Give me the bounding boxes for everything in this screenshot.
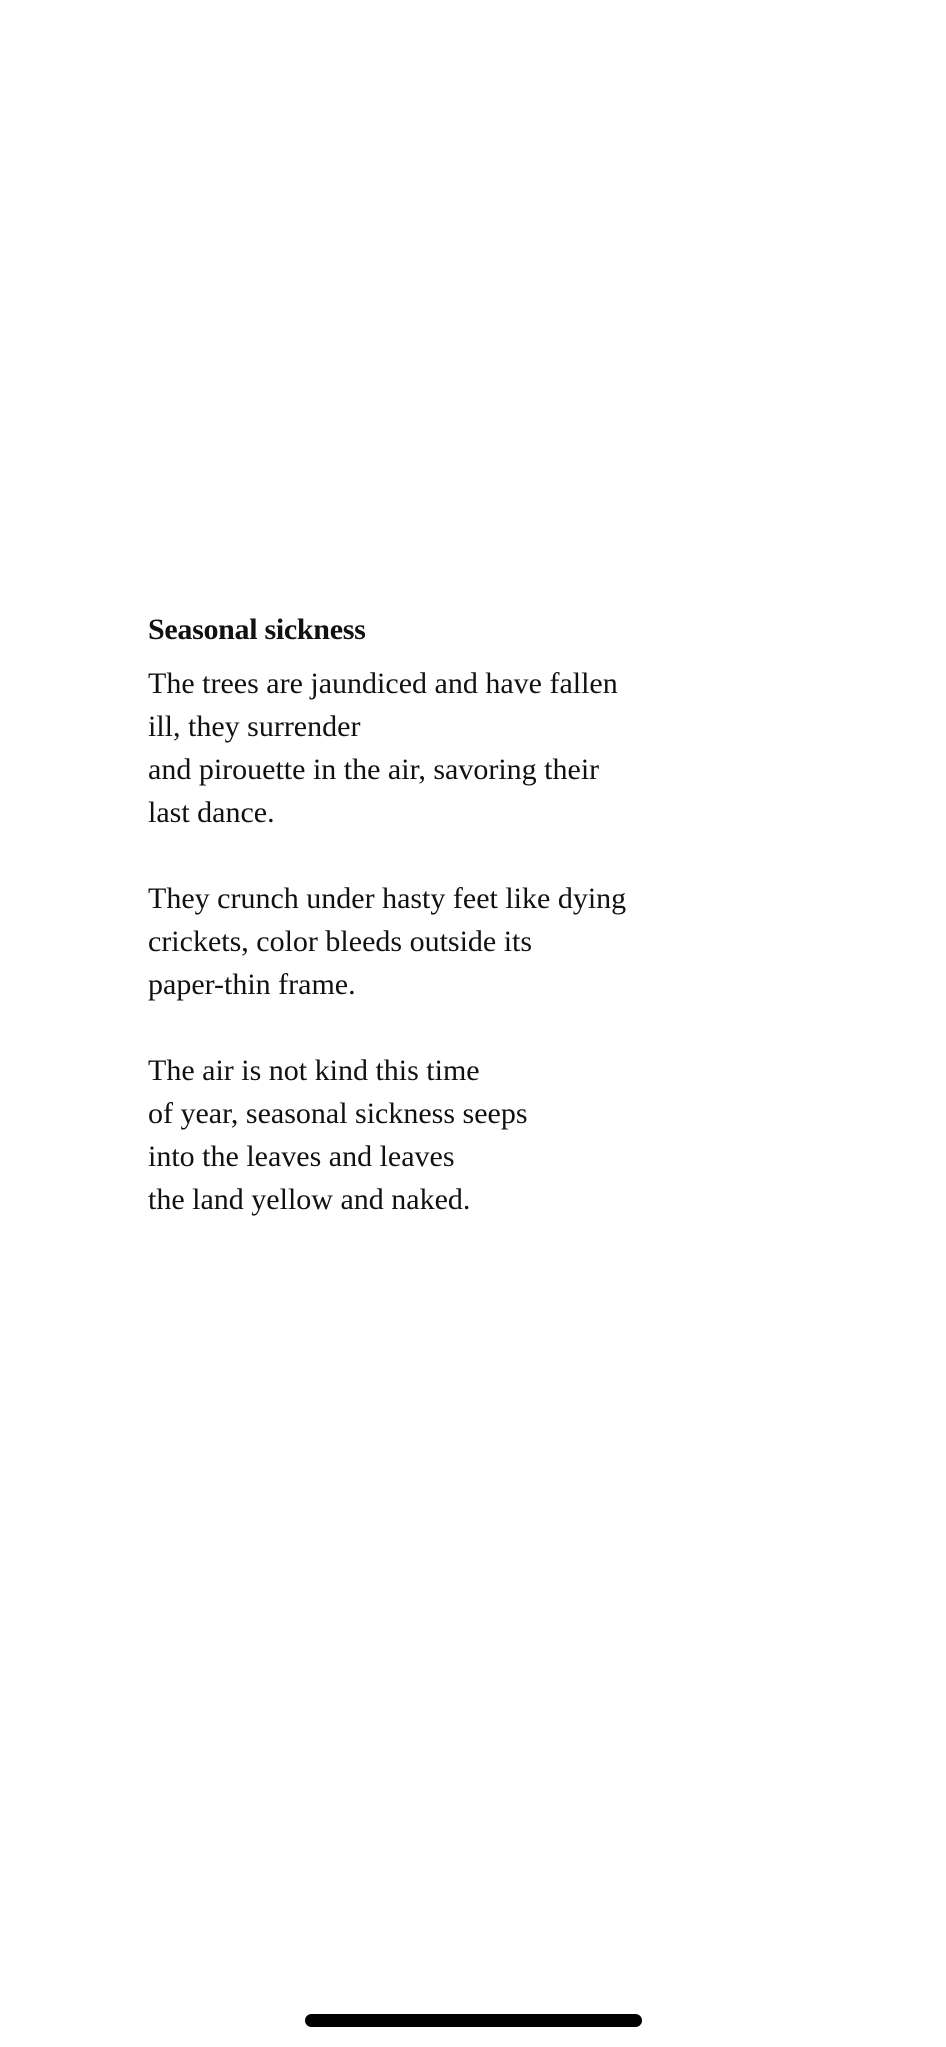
poem <box>148 608 828 1264</box>
poem-line: ill, they surrender <box>148 710 361 743</box>
poem-line: into the leaves and leaves <box>148 1140 455 1173</box>
poem-line: The air is not kind this time <box>148 1054 480 1087</box>
poem-title: Seasonal sickness <box>148 613 366 646</box>
poem-line: paper-thin frame. <box>148 968 356 1001</box>
poem-line: They crunch under hasty feet like dying <box>148 882 627 915</box>
poem-line: last dance. <box>148 796 275 829</box>
stanza-3 <box>148 1049 828 1221</box>
stanza-2 <box>148 877 828 1006</box>
poem-line: and pirouette in the air, savoring their <box>148 753 600 786</box>
poem-line: the land yellow and naked. <box>148 1183 471 1216</box>
poem-line: The trees are jaundiced and have fallen <box>148 667 618 700</box>
poem-line: of year, seasonal sickness seeps <box>148 1097 528 1130</box>
stanza-1 <box>148 662 828 834</box>
poem-line: crickets, color bleeds outside its <box>148 925 533 958</box>
home-indicator[interactable] <box>305 2014 642 2027</box>
